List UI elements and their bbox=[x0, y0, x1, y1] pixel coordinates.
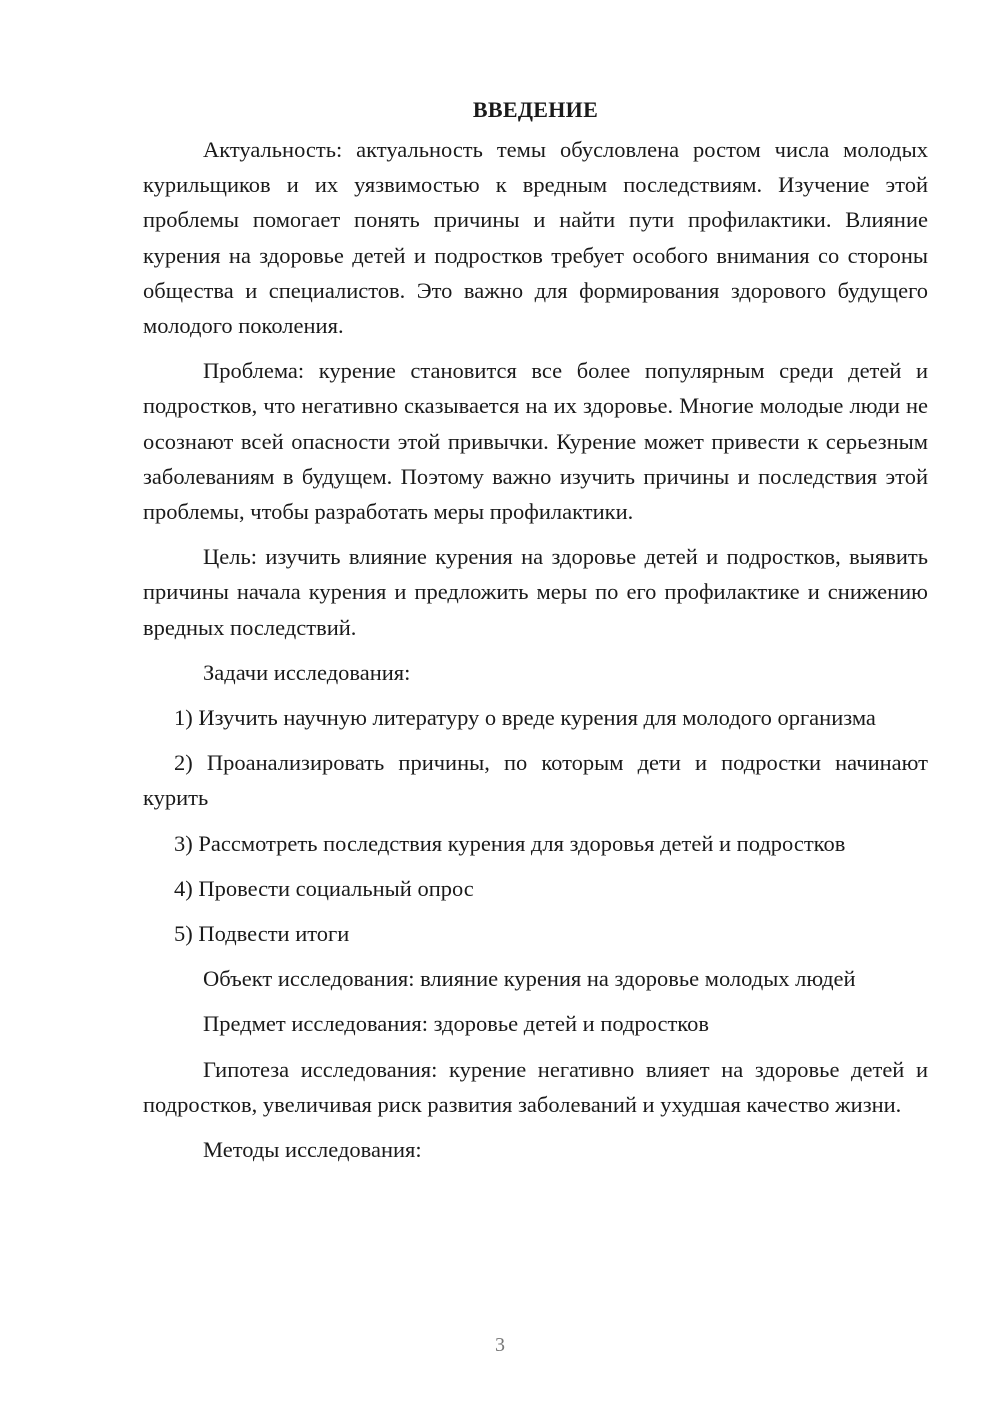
goal-paragraph: Цель: изучить влияние курения на здоровье детей и подростков, выявить причины начала курения и предложить меры по его профилактике и снижению вредных последствий. bbox=[143, 544, 928, 640]
research-hypothesis: Гипотеза исследования: курение негативно влияет на здоровье детей и подростков, увеличивая риск развития заболеваний и ухудшая качество жизни. bbox=[143, 1056, 928, 1117]
problem-paragraph: Проблема: курение становится все более популярным среди детей и подростков, что негативно сказывается на их здоровье. Многие молодые люди не осознают всей опасности этой привычки. Курение может привести к серьезным заболеваниям в будущем. Поэтому важно изучить причины и последствия этой проблемы, чтобы разработать меры профилактики. bbox=[143, 358, 928, 525]
relevance-paragraph: Актуальность: актуальность темы обусловлена ростом числа молодых курильщиков и их уязвимостью к вредным последствиям. Изучение этой проблемы помогает понять причины и найти пути профилактики. Влияние курения на здоровье детей и подростков требует особого внимания со стороны общества и специалистов. Это важно для формирования здорового будущего молодого поколения. bbox=[143, 137, 928, 339]
task-item: 3) Рассмотреть последствия курения для здоровья детей и подростков bbox=[174, 830, 846, 856]
section-title: ВВЕДЕНИЕ bbox=[472, 97, 599, 122]
task-item: 1) Изучить научную литературу о вреде курения для молодого организма bbox=[174, 705, 876, 731]
task-item: 5) Подвести итоги bbox=[174, 921, 350, 947]
document-page bbox=[143, 92, 928, 1177]
research-subject: Предмет исследования: здоровье детей и подростков bbox=[203, 1011, 709, 1037]
task-item: 4) Провести социальный опрос bbox=[174, 875, 474, 901]
tasks-heading: Задачи исследования: bbox=[203, 659, 411, 685]
task-item: 2) Проанализировать причины, по которым дети и подростки начинают курить bbox=[143, 750, 928, 811]
page-number: 3 bbox=[495, 1334, 505, 1356]
research-methods: Методы исследования: bbox=[203, 1137, 422, 1163]
research-object: Объект исследования: влияние курения на здоровье молодых людей bbox=[203, 966, 856, 992]
